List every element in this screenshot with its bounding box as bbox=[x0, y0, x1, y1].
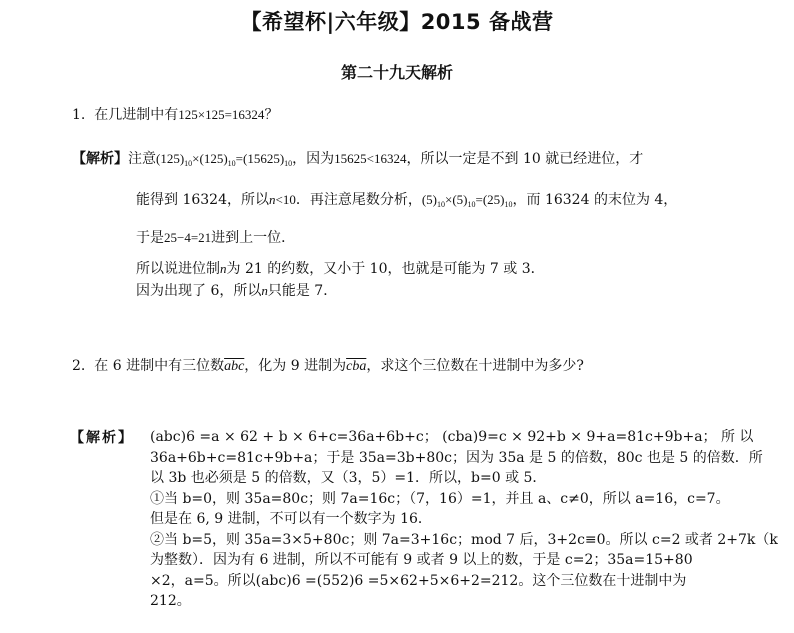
solution-line: 但是在 6, 9 进制，不可以有一个数字为 16． bbox=[150, 511, 432, 527]
question-text: ，化为 9 进制为 bbox=[244, 358, 347, 374]
variable-n: n bbox=[269, 192, 276, 207]
solution-text: ，因为 bbox=[292, 151, 335, 167]
math-term: =(25) bbox=[475, 192, 505, 207]
solution-label: 【解析】 bbox=[72, 151, 128, 167]
variable-n: n bbox=[220, 261, 227, 276]
question-text: ，求这个三位数在十进制中为多少? bbox=[366, 358, 584, 374]
overline-abc: $\overline{abc}$ bbox=[224, 359, 245, 374]
overline-cba: $\overline{cba}$ bbox=[346, 359, 367, 374]
subscript: 10 bbox=[184, 159, 193, 168]
solution-line: ②当 b=5，则 35a=3×5+80c；则 7a=3+16c；mod 7 后，3+2c≡0。所以 c=2 或者 2+7k（k bbox=[150, 531, 778, 548]
math-expression: 15625<16324 bbox=[334, 151, 407, 166]
subscript: 10 bbox=[227, 159, 236, 168]
variable-n: n bbox=[261, 283, 268, 298]
question-text: 在几进制中有 bbox=[94, 107, 179, 123]
solution-text: ，所以一定是不到 10 就已经进位，才 bbox=[406, 151, 644, 167]
solution-text: 所以说进位制 bbox=[136, 261, 220, 277]
solution-text: 进到上一位． bbox=[211, 230, 296, 246]
solution-text: 为 21 的约数，又小于 10，也就是可能为 7 或 3． bbox=[226, 261, 545, 277]
question-text: ？ bbox=[264, 107, 279, 123]
solution-line: ①当 b=0，则 35a=80c；则 7a=16c；（7，16）=1，并且 a、c≠0，所以 a=16，c=7。 bbox=[150, 490, 730, 507]
page-title: 【希望杯|六年级】2015 备战营 bbox=[240, 10, 554, 34]
solution-text: 注意 bbox=[128, 151, 156, 167]
q1-solution-line-2 bbox=[136, 191, 677, 214]
solution-line: 为整数）．因为有 6 进制，所以不可能有 9 或者 9 以上的数，于是 c=2；35a=15+80 bbox=[150, 552, 693, 568]
q2-solution bbox=[150, 427, 778, 612]
math-term: (5) bbox=[421, 192, 438, 207]
solution-line: 以 3b 也必须是 5 的倍数，又（3，5）=1．所以，b=0 或 5． bbox=[150, 470, 547, 486]
math-term: ×(5) bbox=[445, 192, 468, 207]
subscript: 10 bbox=[467, 200, 476, 209]
math-term: (125) bbox=[156, 151, 185, 166]
q1-solution-line-5 bbox=[136, 282, 337, 300]
subscript: 10 bbox=[437, 200, 446, 209]
page-subtitle: 第二十九天解析 bbox=[340, 63, 453, 82]
subscript: 10 bbox=[504, 200, 513, 209]
math-term: =(15625) bbox=[235, 151, 285, 166]
question-1 bbox=[72, 106, 278, 124]
solution-line: 36a+6b+c=81c+9b+a；于是 35a=3b+80c；因为 35a 是 5 的倍数，80c 也是 5 的倍数．所 bbox=[150, 449, 763, 466]
solution-line: ×2，a=5。所以(abc)6 =(552)6 =5×62+5×6+2=212。这个三位数在十进制中为 bbox=[150, 572, 687, 589]
solution-text: 只能是 7． bbox=[267, 283, 338, 299]
solution-text: ．再注意尾数分析， bbox=[295, 192, 422, 208]
solution-text: 能得到 16324，所以 bbox=[136, 192, 269, 208]
math-expression bbox=[156, 151, 292, 166]
math-expression bbox=[422, 192, 513, 207]
solution-line: 212。 bbox=[150, 593, 191, 609]
math-expression: 25−4=21 bbox=[164, 230, 212, 245]
question-number: 1. bbox=[72, 107, 86, 123]
solution-line: (abc)6 =a × 62 + b × 6+c=36a+6b+c； (cba)9=c × 92+b × 9+a=81c+9b+a； 所 以 bbox=[150, 429, 754, 445]
equation: 125×125=16324 bbox=[178, 107, 265, 122]
subscript: 10 bbox=[284, 159, 293, 168]
solution-text: ，而 16324 的末位为 4， bbox=[512, 192, 678, 208]
solution-text: 因为出现了 6，所以 bbox=[136, 283, 262, 299]
question-2 bbox=[72, 357, 584, 376]
q1-solution-line-4 bbox=[136, 260, 545, 278]
solution-label: 【解析】 bbox=[70, 430, 134, 446]
question-text: 在 6 进制中有三位数 bbox=[94, 358, 225, 374]
q1-solution-line-3 bbox=[136, 229, 295, 247]
question-number: 2. bbox=[72, 358, 86, 374]
math-expression: <10 bbox=[275, 192, 296, 207]
math-term: ×(125) bbox=[192, 151, 228, 166]
q1-solution-line-1 bbox=[72, 150, 643, 173]
solution-text: 于是 bbox=[136, 230, 164, 246]
